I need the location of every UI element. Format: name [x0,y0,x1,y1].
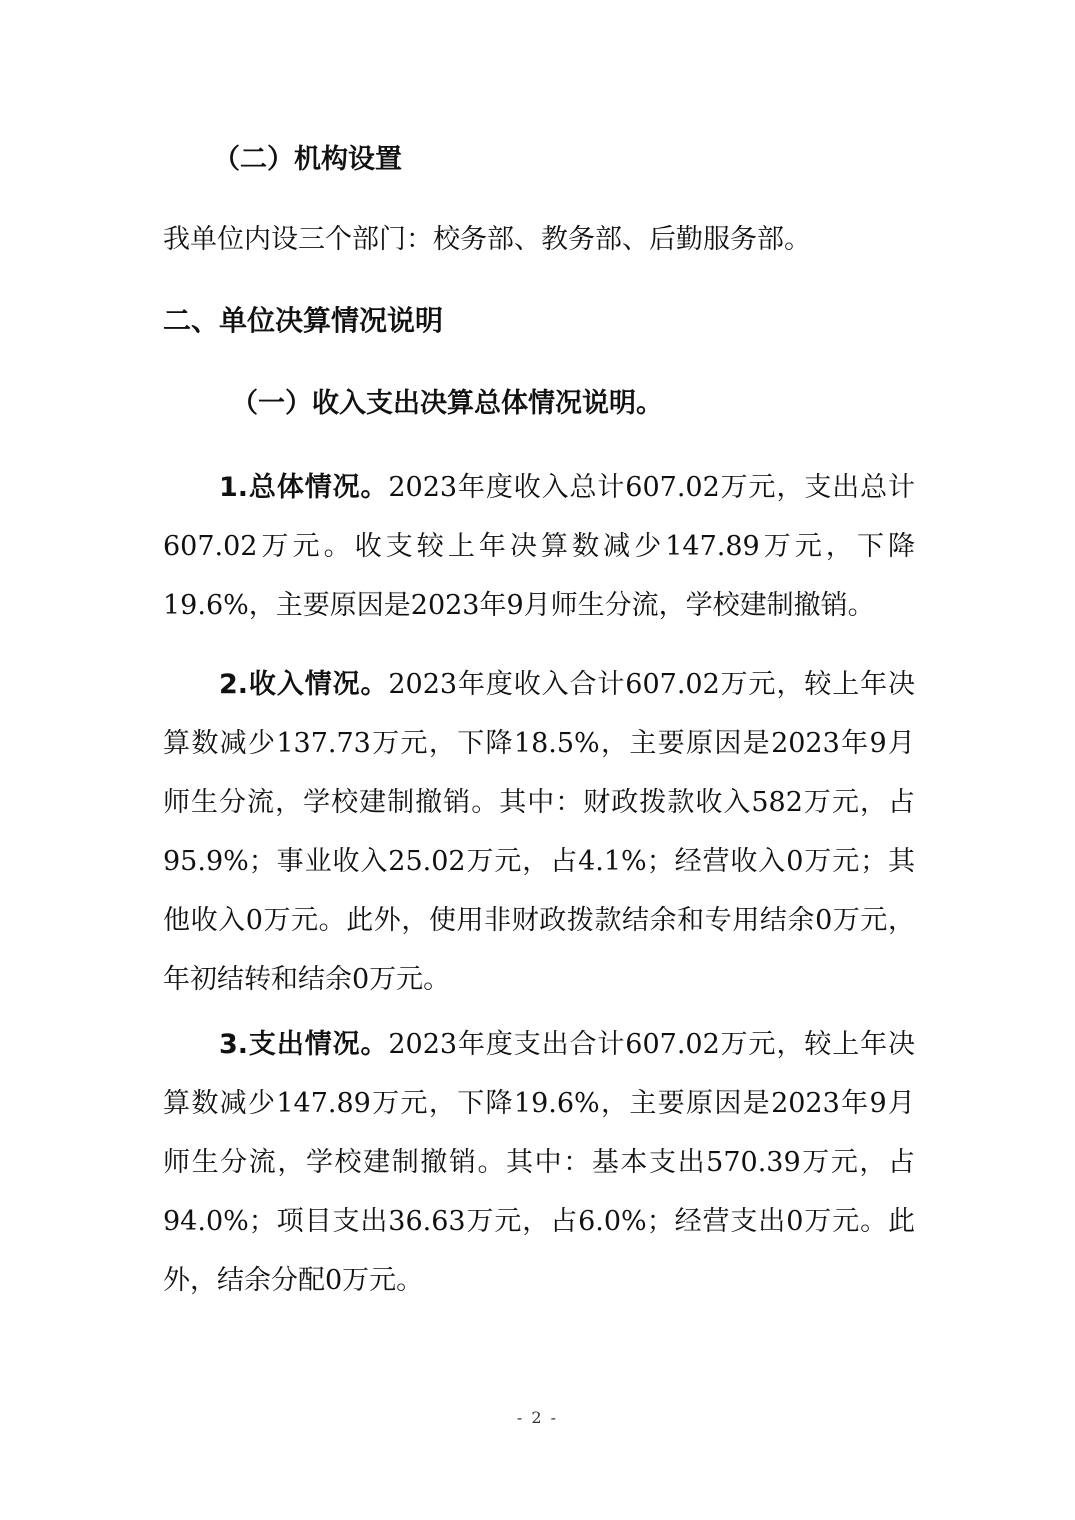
section-heading-main: 二、单位决算情况说明 [163,304,444,337]
paragraph-expense [163,1015,915,1310]
paragraph-text: 2023年度收入总计607.02万元，支出总计607.02万元。收支较上年决算数减少147.89万元，下降19.6%，主要原因是2023年9月师生分流，学校建制撤销。 [163,472,915,621]
page-number: - 2 - [516,1408,559,1427]
section-subheading-overview: （一）收入支出决算总体情况说明。 [231,388,663,419]
paragraph-overall [163,458,915,635]
paragraph-text: 2023年度支出合计607.02万元，较上年决算数减少147.89万元，下降19.6%，主要原因是2023年9月师生分流，学校建制撤销。其中：基本支出570.39万元，占94.0%；项目支出36.63万元，占6.0%；经营支出0万元。此外，结余分配0万元。 [163,1029,915,1296]
paragraph-text: 2023年度收入合计607.02万元，较上年决算数减少137.73万元，下降18.5%，主要原因是2023年9月师生分流，学校建制撤销。其中：财政拨款收入582万元，占95.9%；事业收入25.02万元，占4.1%；经营收入0万元；其他收入0万元。此外，使用非财政拨款结余和专用结余0万元，年初结转和结余0万元。 [163,669,915,995]
org-description: 我单位内设三个部门：校务部、教务部、后勤服务部。 [163,224,811,255]
paragraph-lead: 2.收入情况。 [219,669,389,700]
paragraph-lead: 1.总体情况。 [219,472,389,503]
paragraph-income [163,655,915,1009]
section-heading-org: （二）机构设置 [213,144,402,175]
paragraph-lead: 3.支出情况。 [219,1029,389,1060]
